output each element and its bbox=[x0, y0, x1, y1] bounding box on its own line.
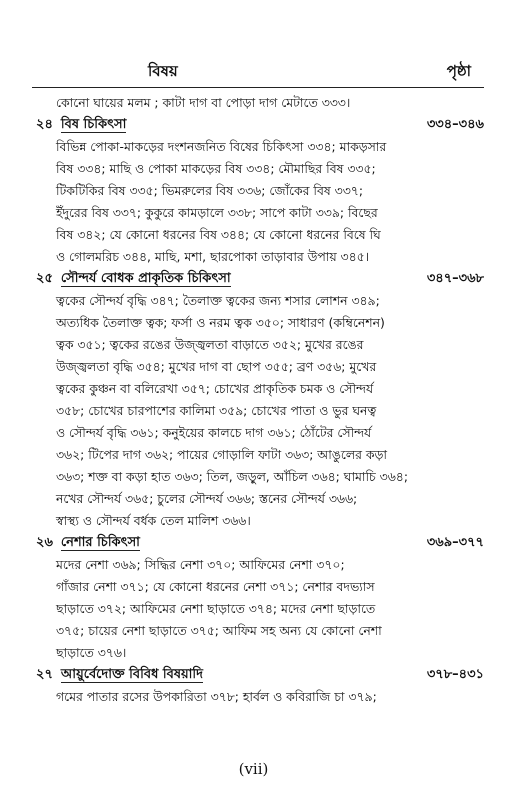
entry-line: বিভিন্ন পোকা-মাকড়ের দংশনজনিত বিষের চিকিৎসা ৩৩৪; মাকড়সার bbox=[56, 139, 387, 154]
section-number: ২৫ bbox=[36, 271, 53, 286]
section-number: ২৭ bbox=[36, 667, 53, 682]
entry-line: ৩৭৫; চায়ের নেশা ছাড়াতে ৩৭৫; আফিম সহ অন্য যে কোনো নেশা bbox=[56, 623, 382, 638]
section-heading bbox=[36, 664, 484, 686]
entry-line: ত্বক ৩৫১; ত্বকের রঙের উজ্জ্বলতা বাড়াতে ৩৫২; মুখের রঙের bbox=[56, 337, 364, 352]
entry-line: নখের সৌন্দর্য ৩৬৫; চুলের সৌন্দর্য ৩৬৬; স্তনের সৌন্দর্য ৩৬৬; bbox=[56, 491, 358, 506]
table-header bbox=[0, 60, 507, 84]
section-page-range: ৩৬৯–৩৭৭ bbox=[426, 535, 484, 550]
entry-line: টিকটিকির বিষ ৩৩৫; ভিমরুলের বিষ ৩৩৬; জোঁকের বিষ ৩৩৭; bbox=[56, 183, 363, 198]
section-heading bbox=[36, 268, 484, 290]
contents-list bbox=[36, 92, 484, 708]
entry-line: মদের নেশা ৩৬৯; সিদ্ধির নেশা ৩৭০; আফিমের নেশা ৩৭০; bbox=[56, 557, 345, 572]
entry-line: ৩৬২; টিপের দাগ ৩৬২; পায়ের গোড়ালি ফাটা ৩৬৩; আঙুলের কড়া bbox=[56, 447, 387, 462]
section-title-group bbox=[36, 664, 203, 686]
subject-column-heading: বিষয় bbox=[148, 62, 178, 80]
entry-line: বিষ ৩৩৪; মাছি ও পোকা মাকড়ের বিষ ৩৩৪; মৌমাছির বিষ ৩৩৫; bbox=[56, 161, 376, 176]
section-title-group bbox=[36, 532, 140, 554]
section-title: সৌন্দর্য বোধক প্রাকৃতিক চিকিৎসা bbox=[60, 271, 231, 286]
section-number: ২৪ bbox=[36, 117, 53, 132]
section-heading bbox=[36, 114, 484, 136]
entry-line: ৩৬৩; শক্ত বা কড়া হাত ৩৬৩; তিল, জড়ুল, আঁচিল ৩৬৪; ঘামাচি ৩৬৪; bbox=[56, 469, 409, 484]
section-title-group bbox=[36, 114, 126, 136]
entry-line: ত্বকের কুঞ্চন বা বলিরেখা ৩৫৭; চোখের প্রাকৃতিক চমক ও সৌন্দর্য bbox=[56, 381, 374, 396]
page-column-heading: পৃষ্ঠা bbox=[446, 62, 471, 80]
entry-line: স্বাস্থ্য ও সৌন্দর্য বর্ধক তেল মালিশ ৩৬৬। bbox=[56, 513, 251, 528]
section-page-range: ৩৪৭–৩৬৮ bbox=[426, 271, 484, 286]
entry-line: ও সৌন্দর্য বৃদ্ধি ৩৬১; কনুইয়ের কালচে দাগ ৩৬১; ঠোঁটের সৌন্দর্য bbox=[56, 425, 372, 440]
section-page-range: ৩৭৮–৪৩১ bbox=[426, 667, 484, 682]
entry-line: ছাড়াতে ৩৭২; আফিমের নেশা ছাড়াতে ৩৭৪; মদের নেশা ছাড়াতে bbox=[56, 601, 376, 616]
entry-line: গাঁজার নেশা ৩৭১; যে কোনো ধরনের নেশা ৩৭১; নেশার বদভ্যাস bbox=[56, 579, 375, 594]
page-number: (vii) bbox=[238, 760, 269, 778]
entry-line: উজ্জ্বলতা বৃদ্ধি ৩৫৪; মুখের দাগ বা ছোপ ৩৫৫; ব্রণ ৩৫৬; মুখের bbox=[56, 359, 377, 374]
section-page-range: ৩৩৪–৩৪৬ bbox=[426, 117, 484, 132]
section-title: আয়ুর্বেদোক্ত বিবিধ বিষয়াদি bbox=[60, 667, 203, 682]
entry-line: ত্বকের সৌন্দর্য বৃদ্ধি ৩৪৭; তৈলাক্ত ত্বকের জন্য শসার লোশন ৩৪৯; bbox=[56, 293, 380, 308]
entry-line: বিষ ৩৪২; যে কোনো ধরনের বিষ ৩৪৪; যে কোনো ধরনের বিষে ঘি bbox=[56, 227, 381, 242]
header-rule bbox=[32, 87, 484, 88]
section-number: ২৬ bbox=[36, 535, 53, 550]
section-title-group bbox=[36, 268, 231, 290]
entry-line: কোনো ঘায়ের মলম ; কাটা দাগ বা পোড়া দাগ মেটাতে ৩৩৩। bbox=[56, 95, 351, 110]
section-title: নেশার চিকিৎসা bbox=[60, 535, 140, 550]
section-heading bbox=[36, 532, 484, 554]
entry-line: ৩৫৮; চোখের চারপাশের কালিমা ৩৫৯; চোখের পাতা ও ভুর ঘনত্ব bbox=[56, 403, 377, 418]
entry-line: ছাড়াতে ৩৭৬। bbox=[56, 645, 127, 660]
entry-line: গমের পাতার রসের উপকারিতা ৩৭৮; হার্বল ও কবিরাজি চা ৩৭৯; bbox=[56, 689, 377, 704]
entry-line: ও গোলমরিচ ৩৪৪, মাছি, মশা, ছারপোকা তাড়াবার উপায় ৩৪৫। bbox=[56, 249, 370, 264]
section-title: বিষ চিকিৎসা bbox=[60, 117, 127, 132]
entry-line: ইঁদুরের বিষ ৩৩৭; কুকুরে কামড়ালে ৩৩৮; সাপে কাটা ৩৩৯; বিছের bbox=[56, 205, 378, 220]
entry-line: অত্যধিক তৈলাক্ত ত্বক; ফর্সা ও নরম ত্বক ৩৫০; সাধারণ (কম্বিনেশন) bbox=[56, 315, 385, 330]
